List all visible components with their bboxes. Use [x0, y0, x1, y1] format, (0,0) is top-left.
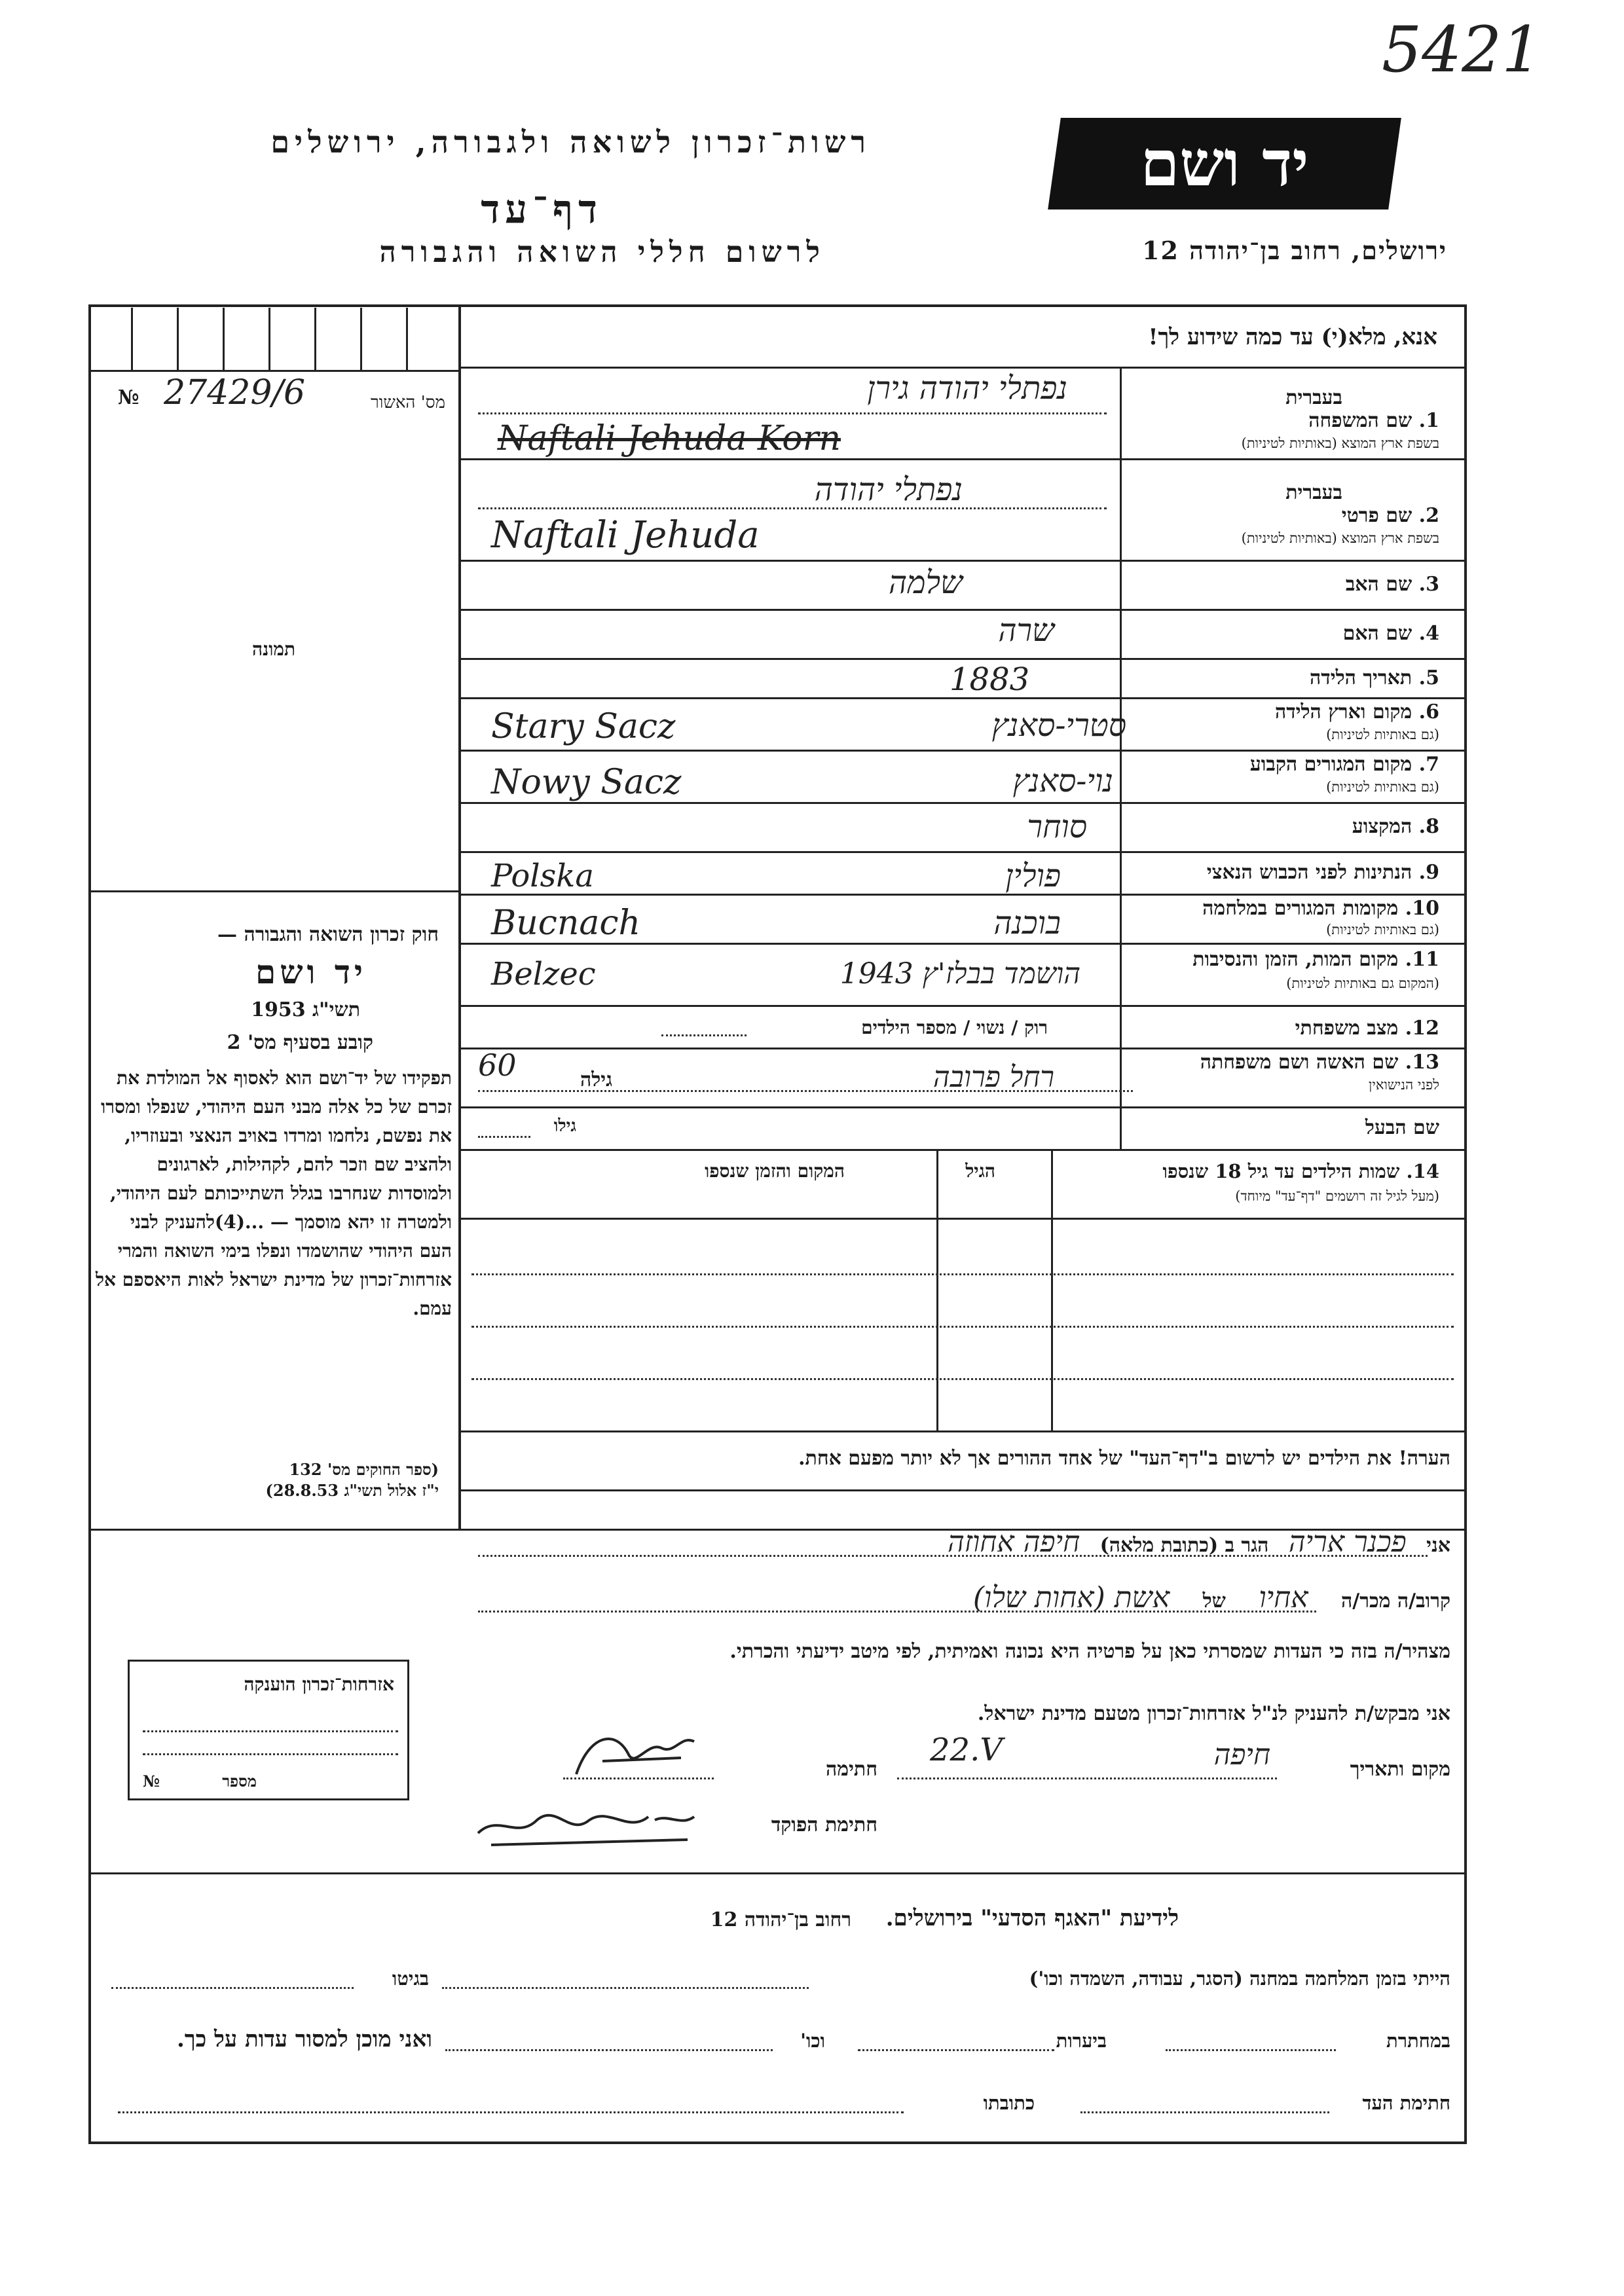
field-6-sub: (גם באותיות לטיניות) — [1326, 727, 1439, 742]
field-10-latin-value: Bucnach — [491, 903, 640, 943]
authority-title: רשות־זכרון לשואה ולגבורה, ירושלים — [270, 124, 871, 160]
field-9-label: 9. הנתינות לפני הכבוש הנאצי — [1206, 861, 1439, 884]
field-6-label: 6. מקום וארץ הלידה — [1274, 701, 1439, 723]
field-11-latin-value: Belzec — [491, 956, 596, 993]
bottom-title: לידיעת "האגף הסדעי" בירושלים. — [885, 1905, 1179, 1931]
children-col-place: המקום והזמן שנספו — [705, 1160, 845, 1182]
field-8-label: 8. המקצוע — [1352, 815, 1439, 838]
photo-label: תמונה — [252, 638, 296, 660]
field-13-sub: לפני הנישואין — [1369, 1077, 1439, 1093]
field-1-hebrew-value: נפתלי יהודה גירן — [867, 370, 1067, 407]
field-4-value: שרה — [998, 612, 1054, 649]
field-12-label: 12. מצב משפחתי — [1295, 1017, 1439, 1040]
field-3-value: שלמה — [888, 564, 963, 601]
bottom-line3-b: כתובתו — [983, 2092, 1035, 2114]
bottom-line2-a: במחתרת — [1386, 2030, 1450, 2052]
field-7-label: 7. מקום המגורים הקבוע — [1249, 753, 1439, 776]
official-signature — [471, 1794, 733, 1853]
field-2-sub: בשפת ארץ המוצא (באותיות לטיניות) — [1241, 530, 1439, 546]
citizenship-no-symbol: № — [143, 1772, 160, 1791]
field-11-label: 11. מקום המות, הזמן והנסיבות — [1192, 948, 1439, 971]
form-purpose: לרשום חללי השואה והגבורה — [379, 236, 825, 269]
field-7-sub: (גם באותיות לטיניות) — [1326, 779, 1439, 795]
field-13-age-value: 60 — [478, 1048, 517, 1083]
bottom-line2-c: וכו' — [800, 2030, 825, 2052]
citizenship-title: אזרחות־זכרון הוענקה — [244, 1673, 394, 1695]
no-symbol: № — [118, 386, 139, 409]
husband-label: שם הבעל — [1365, 1116, 1439, 1139]
law-body: תפקידו של יד־ושם הוא לאסוף אל המולדת את זכרם של כל אלה מבני העם היהודי, שנפלו ומסרו את נפשם, נלחמו ומרדו באויב הנאצי ובעוזריו, ולהציב שם וזכר להם, לקהילות, לארגונים ולמוסדות שנחרבו בגלל השתייכותם לעם היהודי, ולמטרה זו יהא מוסמך — ...(4)להעניק לבני העם היהודי שהושמדו ונפלו בימי השואה והמרי אזרחות־זכרון של מדינת ישראל לאות היאספם אל עמם. — [95, 1067, 452, 1319]
children-col-age: הגיל — [965, 1160, 995, 1182]
law-ref: (ספר החוקים מס' 132 — [289, 1460, 439, 1479]
official-signature-label: חתימת הפוקד — [771, 1813, 877, 1836]
field-10-sub: (גם באותיות לטיניות) — [1326, 922, 1439, 938]
field-10-hebrew-value: בוכנה — [993, 905, 1061, 941]
field-5-value: 1883 — [950, 661, 1030, 698]
field-2-label: 2. שם פרטי — [1341, 504, 1439, 527]
field-9-latin-value: Polska — [491, 858, 594, 894]
bottom-line2-b: ביערות — [1056, 2030, 1107, 2052]
field-2-hebrew-value: נפתלי יהודה — [814, 471, 963, 508]
date-value: 22.V — [930, 1732, 1003, 1768]
field-9-hebrew-value: פולין — [1005, 858, 1061, 894]
field-4-label: 4. שם האם — [1342, 622, 1439, 645]
bottom-line1-a: הייתי בזמן המלחמה במחנה (הסגר, עבודה, השמדה וכו') — [1029, 1967, 1450, 1990]
reg-number: 27429/6 — [164, 373, 306, 412]
decl-line1: אני פכנר אריה הגר ב (כתובת מלאה) חיפה אחוזה — [947, 1525, 1450, 1559]
field-12-value: רוק / נשוי / מספר הילדים — [861, 1017, 1048, 1038]
field-1-sub: בשפת ארץ המוצא (באותיות לטיניות) — [1241, 435, 1439, 451]
instruction-text: אנא, מלא(י) עד כמה שידוע לך! — [1148, 324, 1437, 350]
citizenship-box — [128, 1660, 409, 1800]
field-7-hebrew-value: נוי-סאנץ — [1012, 763, 1113, 799]
children-label: 14. שמות הילדים עד גיל 18 שנספו — [1162, 1160, 1439, 1182]
field-6-latin-value: Stary Sacz — [491, 707, 676, 746]
form-title: דף־עד — [481, 187, 602, 232]
field-13-age-label: גילה — [580, 1068, 612, 1091]
children-sub: (מעל לגיל זה רושמים "דף־עד" מיוחד) — [1235, 1188, 1439, 1204]
field-1-label: 1. שם המשפחה — [1308, 409, 1439, 432]
field-1-latin-value: Naftali Jehuda Korn — [498, 419, 841, 458]
field-2-latin-value: Naftali Jehuda — [491, 514, 760, 556]
children-note: הערה! את הילדים יש לרשום ב"דף־העד" של אחד ההורים אך לא יותר מפעם אחת. — [798, 1447, 1450, 1470]
field-11-hebrew-value: הושמד בבלז'ץ 1943 — [840, 957, 1080, 991]
citizenship-number-label: מספר — [222, 1772, 257, 1791]
archive-number: 5421 — [1382, 13, 1542, 86]
law-title: חוק זכרון השואה והגבורה — — [217, 923, 439, 946]
place-value: חיפה — [1213, 1738, 1270, 1772]
law-ref-date: י"ז אלול תשי"ג 28.8.53) — [265, 1481, 439, 1500]
law-year: תשי"ג 1953 — [251, 998, 360, 1021]
place-date-label: מקום ותאריך — [1350, 1758, 1450, 1781]
field-8-value: סוחר — [1027, 809, 1087, 845]
field-5-label: 5. תאריך הלידה — [1310, 666, 1439, 689]
signature-label: חתימה — [826, 1758, 877, 1781]
logo-text: יד ושם — [1140, 126, 1309, 200]
bottom-line3-a: חתימת העד — [1362, 2092, 1450, 2114]
witness-signature — [563, 1722, 714, 1787]
yad-vashem-logo — [1048, 118, 1401, 210]
bottom-line2-d: ואני מוכן למסור עדות על כך. — [177, 2026, 432, 2052]
decl-line3: מצהיר/ה בזה כי העדות שמסרתי כאן על פרטיה היא נכונה ואמיתית, לפי מיטב ידיעתי והכרתי. — [729, 1640, 1450, 1663]
law-clause: קובע בסעיף מס' 2 — [227, 1031, 373, 1054]
husband-age-label: גילו — [553, 1116, 576, 1136]
field-7-latin-value: Nowy Sacz — [491, 763, 682, 802]
reg-grid — [92, 308, 458, 370]
bottom-line1-b: בגיטו — [392, 1967, 429, 1990]
hebrew-tag-1: בעברית — [1285, 386, 1342, 409]
bottom-address: רחוב בן־יהודה 12 — [710, 1908, 851, 1931]
decl-line4: אני מבקש/ת להעניק לנ"ל אזרחות־זכרון מטעם מדינת ישראל. — [977, 1702, 1450, 1725]
reg-label: מס' האשור — [370, 393, 445, 412]
decl-line2: קרוב/ה מכר/ה אחיו של אשת (אחות שלו) — [972, 1581, 1450, 1614]
field-11-sub: (המקום גם באותיות לטיניות) — [1286, 975, 1439, 991]
law-logo: יד ושם — [255, 953, 367, 991]
field-10-label: 10. מקומות המגורים במלחמה — [1202, 897, 1439, 920]
field-13-value: רחל פרובה — [932, 1061, 1054, 1094]
field-6-hebrew-value: סטרי-סאנץ — [991, 707, 1126, 744]
field-13-label: 13. שם האשה ושם משפחתה — [1200, 1051, 1439, 1074]
field-3-label: 3. שם האב — [1345, 573, 1439, 596]
hebrew-tag-2: בעברית — [1285, 481, 1342, 504]
header-address: ירושלים, רחוב בן־יהודה 12 — [1142, 236, 1447, 265]
